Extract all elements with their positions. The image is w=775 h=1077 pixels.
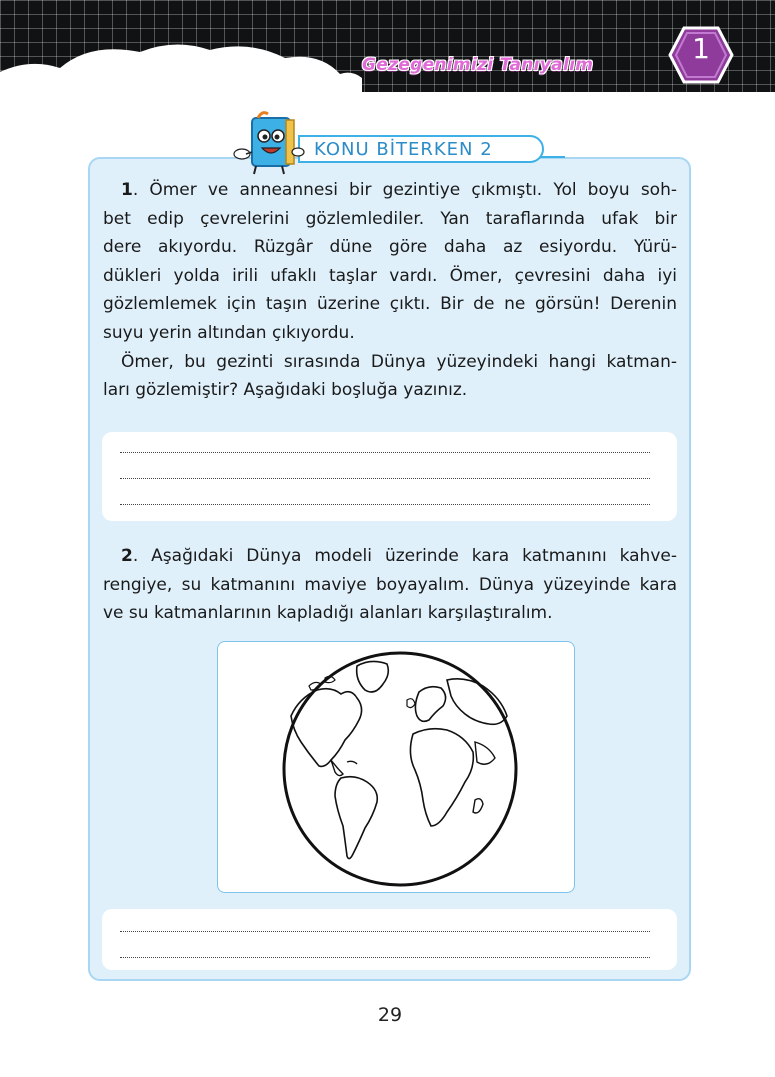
question-2-line: ve su katmanlarının kapladığı alanları karşılaştıralım. (103, 603, 553, 624)
question-1-prompt-line: Ömer, bu gezinti sırasında Dünya yüzeyindeki hangi katman- (121, 351, 677, 372)
question-1-number: 1 (121, 180, 133, 200)
answer-line[interactable] (120, 478, 650, 479)
unit-title: Gezegenimizi Tanıyalım (362, 55, 594, 75)
answer-line[interactable] (120, 504, 650, 505)
question-2-line: rengiye, su katmanını maviye boyayalım. Dünya yüzeyinde kara (103, 574, 677, 595)
question-1-text (103, 176, 677, 405)
question-1-line: suyu yerin altından çıkıyordu. (103, 322, 355, 343)
question-1-line: dükleri yolda irili ufaklı taşlar vardı. Ömer, çevresini daha iyi (103, 265, 677, 286)
answer-line[interactable] (120, 957, 650, 958)
question-2-text (103, 542, 677, 628)
question-1-line: dere akıyordu. Rüzgâr düne göre daha az esiyordu. Yürü- (103, 237, 677, 258)
question-2-number: 2 (121, 546, 133, 566)
question-2-line (103, 542, 677, 571)
unit-number: 1 (692, 32, 710, 65)
question-1-line: bet edip çevrelerini gözlemlediler. Yan taraflarında ufak bir (103, 208, 677, 229)
question-1-line-text: . Ömer ve anneannesi bir gezintiye çıkmıştı. Yol boyu soh- (132, 180, 677, 200)
answer-box-2[interactable] (102, 909, 677, 970)
answer-box-1[interactable] (102, 432, 677, 521)
question-1-line (103, 176, 677, 205)
world-globe-coloring-image[interactable] (279, 650, 521, 888)
book-mascot-icon (228, 108, 308, 178)
answer-line[interactable] (120, 452, 650, 453)
page-number: 29 (377, 1004, 403, 1026)
section-title: KONU BİTERKEN 2 (314, 139, 493, 160)
question-2-line-text: . Aşağıdaki Dünya modeli üzerinde kara katmanını kahve- (132, 546, 677, 566)
question-1-prompt-line: ları gözlemiştir? Aşağıdaki boşluğa yazınız. (103, 380, 468, 401)
question-1-line: gözlemlemek için taşın üzerine çıktı. Bir de ne görsün! Derenin (103, 294, 677, 315)
answer-line[interactable] (120, 931, 650, 932)
